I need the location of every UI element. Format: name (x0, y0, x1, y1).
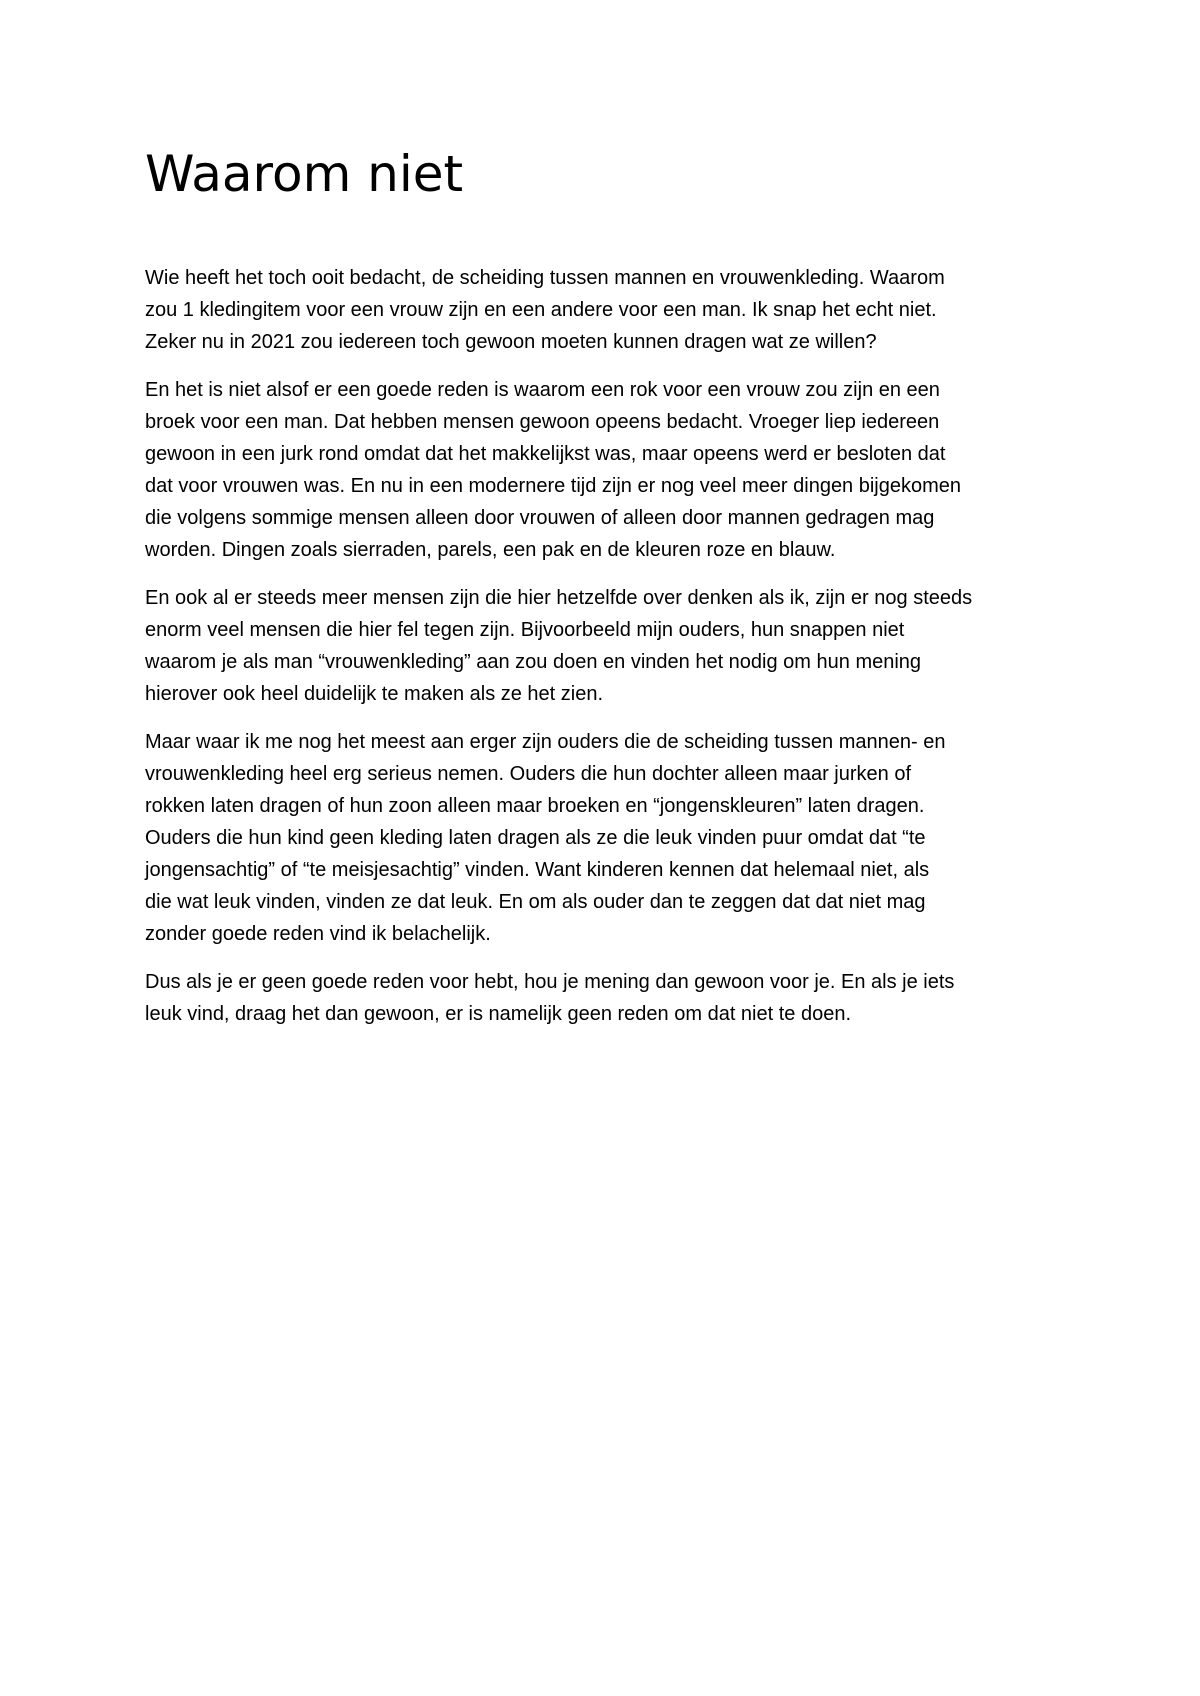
text-line: Dus als je er geen goede reden voor hebt, hou je mening dan gewoon voor je. En als je iets (145, 971, 955, 993)
text-line: Wie heeft het toch ooit bedacht, de scheiding tussen mannen en vrouwenkleding. Waarom (145, 267, 945, 289)
document-title: Waarom niet (145, 145, 464, 203)
paragraph-3 (145, 582, 1065, 710)
text-line: En ook al er steeds meer mensen zijn die hier hetzelfde over denken als ik, zijn er nog steeds (145, 587, 973, 609)
text-line: rokken laten dragen of hun zoon alleen maar broeken en “jongenskleuren” laten dragen. (145, 795, 925, 817)
paragraph-1 (145, 262, 1065, 358)
text-line: hierover ook heel duidelijk te maken als ze het zien. (145, 683, 604, 705)
text-line: dat voor vrouwen was. En nu in een modernere tijd zijn er nog veel meer dingen bijgekomen (145, 475, 962, 497)
text-line: enorm veel mensen die hier fel tegen zijn. Bijvoorbeeld mijn ouders, hun snappen niet (145, 619, 905, 641)
text-line: broek voor een man. Dat hebben mensen gewoon opeens bedacht. Vroeger liep iedereen (145, 411, 940, 433)
text-line: die volgens sommige mensen alleen door vrouwen of alleen door mannen gedragen mag (145, 507, 935, 529)
text-line: zou 1 kledingitem voor een vrouw zijn en een andere voor een man. Ik snap het echt niet. (145, 299, 937, 321)
text-line: Ouders die hun kind geen kleding laten dragen als ze die leuk vinden puur omdat dat “te (145, 827, 926, 849)
text-line: gewoon in een jurk rond omdat dat het makkelijkst was, maar opeens werd er besloten dat (145, 443, 946, 465)
text-line: zonder goede reden vind ik belachelijk. (145, 923, 491, 945)
text-line: waarom je als man “vrouwenkleding” aan zou doen en vinden het nodig om hun mening (145, 651, 922, 673)
text-line: worden. Dingen zoals sierraden, parels, een pak en de kleuren roze en blauw. (145, 539, 836, 561)
paragraph-5 (145, 966, 1065, 1030)
document-body (145, 138, 1065, 1046)
text-line: jongensachtig” of “te meisjesachtig” vinden. Want kinderen kennen dat helemaal niet, als (145, 859, 930, 881)
text-line: En het is niet alsof er een goede reden is waarom een rok voor een vrouw zou zijn en een (145, 379, 940, 401)
text-line: vrouwenkleding heel erg serieus nemen. Ouders die hun dochter alleen maar jurken of (145, 763, 912, 785)
paragraph-4 (145, 726, 1065, 950)
paragraph-2 (145, 374, 1065, 566)
text-line: Maar waar ik me nog het meest aan erger zijn ouders die de scheiding tussen mannen- en (145, 731, 946, 753)
text-line: leuk vind, draag het dan gewoon, er is namelijk geen reden om dat niet te doen. (145, 1003, 852, 1025)
text-line: Zeker nu in 2021 zou iedereen toch gewoon moeten kunnen dragen wat ze willen? (145, 331, 877, 353)
text-line: die wat leuk vinden, vinden ze dat leuk. En om als ouder dan te zeggen dat dat niet mag (145, 891, 926, 913)
